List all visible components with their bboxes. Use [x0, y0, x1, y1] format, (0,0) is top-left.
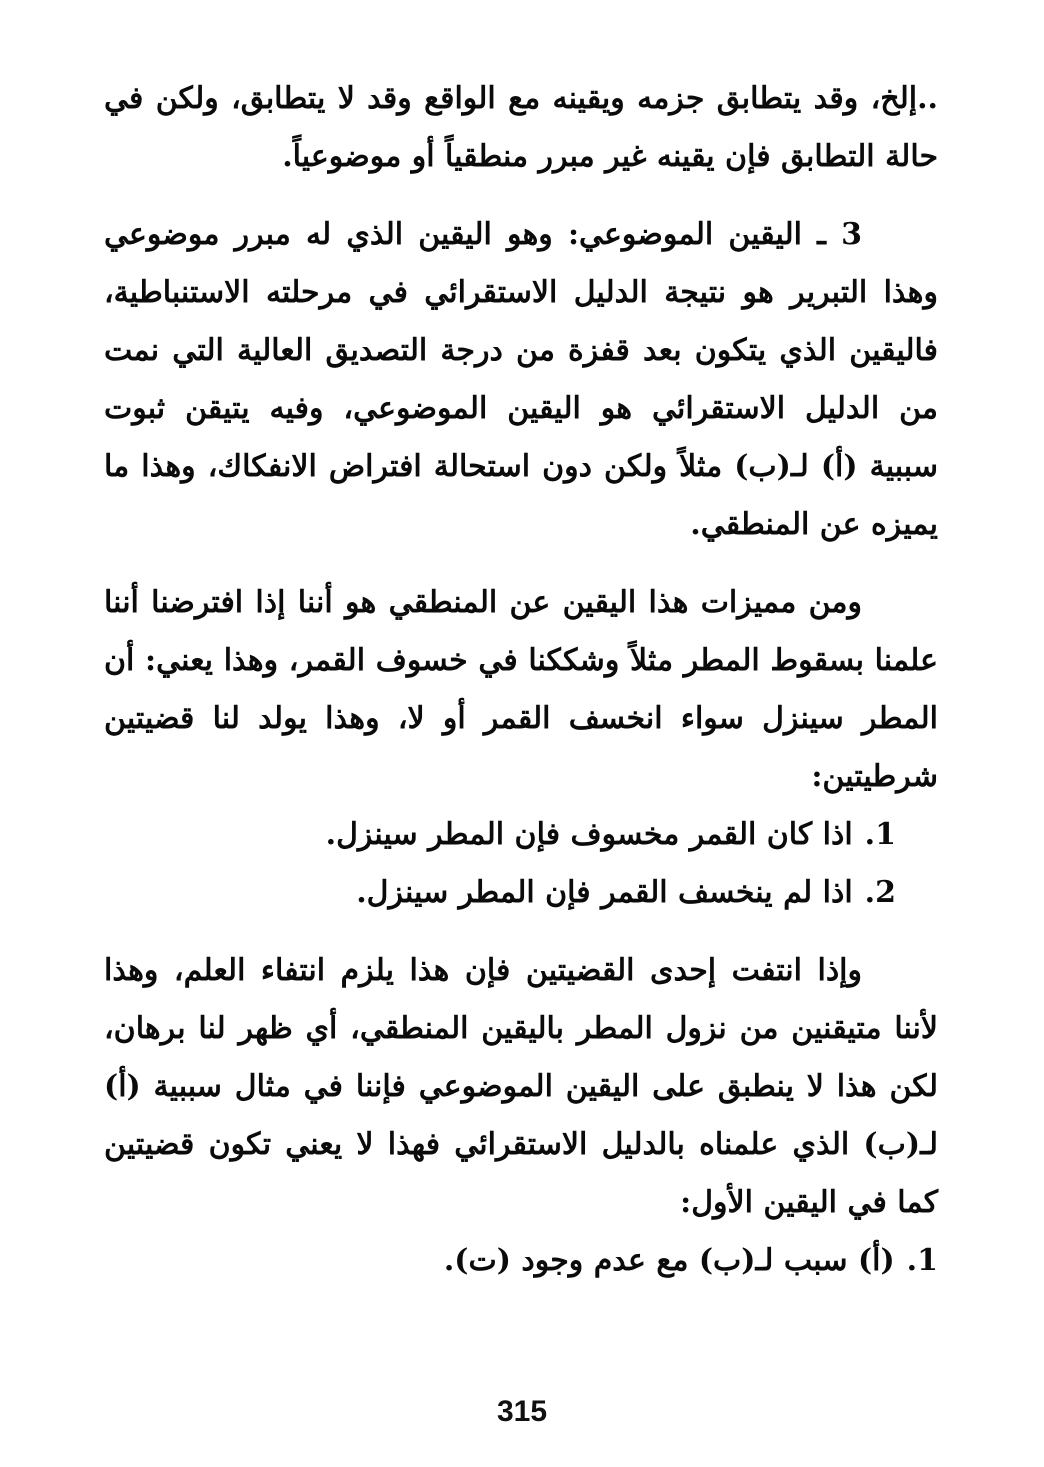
list-item: [104, 1232, 938, 1290]
list-item-number: 1.: [864, 817, 896, 852]
conditional-propositions-list: [104, 806, 938, 922]
paragraph-1: ..إلخ، وقد يتطابق جزمه ويقينه مع الواقع وقد لا يتطابق، ولكن في حالة التطابق فإن يقينه غير مبرر منطقياً أو موضوعياً.: [104, 81, 938, 174]
list-item-text: اذا لم ينخسف القمر فإن المطر سينزل.: [356, 875, 853, 910]
list-item-number: 2.: [864, 875, 896, 910]
paragraph-distinctions: ومن مميزات هذا اليقين عن المنطقي هو أننا إذا افترضنا أننا علمنا بسقوط المطر مثلاً وشككنا في خسوف القمر، وهذا يعني: أن المطر سينزل سواء انخسف القمر أو لا، وهذا يولد لنا قضيتين شرطيتين:: [104, 585, 938, 794]
list-item-number: 1.: [906, 1243, 938, 1278]
page-number: 315: [496, 1395, 548, 1428]
list-item-text: (أ) سبب لـ(ب) مع عدم وجود (ت).: [443, 1243, 895, 1278]
list-item: [104, 864, 896, 922]
list-item-text: اذا كان القمر مخسوف فإن المطر سينزل.: [325, 817, 853, 852]
page-body: [104, 70, 938, 1290]
paragraph-objective-certainty: 3 ـ اليقين الموضوعي: وهو اليقين الذي له مبرر موضوعي وهذا التبرير هو نتيجة الدليل الاستقرائي في مرحلته الاستنباطية، فاليقين الذي يتكون بعد قفزة من درجة التصديق العالية التي نمت من الدليل الاستقرائي هو اليقين الموضوعي، وفيه يتيقن ثبوت سببية (أ) لـ(ب) مثلاً ولكن دون استحالة افتراض الانفكاك، وهذا ما يميزه عن المنطقي.: [104, 217, 938, 542]
objective-propositions-list: [104, 1232, 938, 1290]
list-item: [104, 806, 896, 864]
paragraph-conclusion: وإذا انتفت إحدى القضيتين فإن هذا يلزم انتفاء العلم، وهذا لأننا متيقنين من نزول المطر باليقين المنطقي، أي ظهر لنا برهان، لكن هذا لا ينطبق على اليقين الموضوعي فإننا في مثال سببية (أ) لـ(ب) الذي علمناه بالدليل الاستقرائي فهذا لا يعني تكون قضيتين كما في اليقين الأول:: [104, 953, 938, 1220]
